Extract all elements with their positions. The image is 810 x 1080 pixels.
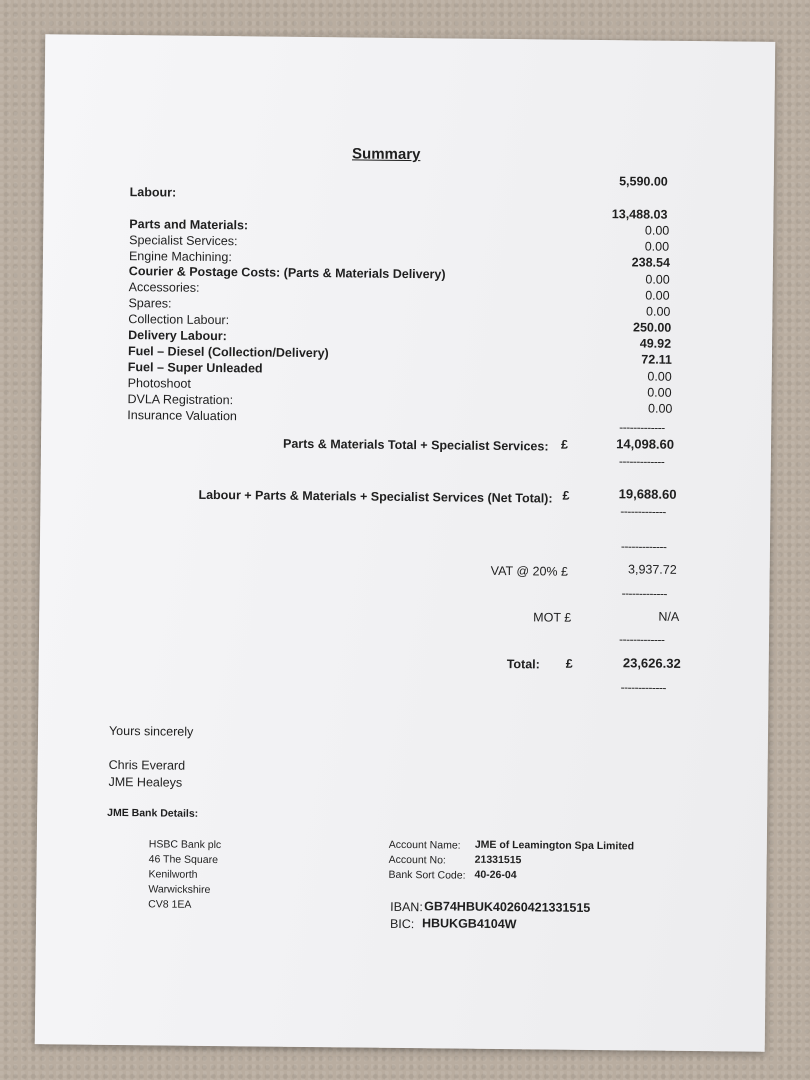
item-label-accessories: Accessories: [128,280,200,295]
account-no-value: 21331515 [474,853,522,867]
parts-total-currency: £ [560,437,569,452]
item-label-photoshoot: Photoshoot [127,376,191,391]
sort-code-label: Bank Sort Code: [388,868,466,882]
item-label-collection: Collection Labour: [128,312,230,328]
account-name-value: JME of Leamington Spa Limited [474,838,635,853]
item-value-unleaded: 0.00 [647,369,672,384]
separator: ------------- [621,586,668,601]
item-value-courier: 0.00 [645,272,670,287]
item-label-unleaded: Fuel – Super Unleaded [127,360,263,376]
mot-label: MOT £ [533,610,572,625]
vat-label: VAT @ 20% £ [490,563,569,579]
bic-label: BIC: [389,916,415,932]
parts-label: Parts and Materials: [129,217,249,233]
page-title: Summary [351,145,421,164]
signatory-name: Chris Everard [108,757,186,773]
item-value-engine: 238.54 [631,255,671,270]
item-value-dvla: 0.00 [648,401,673,416]
item-label-delivery: Delivery Labour: [128,328,227,344]
item-label-courier: Courier & Postage Costs: (Parts & Materials Delivery) [128,264,446,282]
item-value-photoshoot: 0.00 [647,385,672,400]
vat-value: 3,937.72 [627,562,677,577]
total-value: 23,626.32 [622,655,681,671]
item-value-specialist: 0.00 [644,223,670,238]
signatory-company: JME Healeys [108,774,183,790]
total-currency: £ [565,656,573,671]
item-label-spares: Spares: [128,296,172,311]
iban-value: GB74HBUK40260421331515 [424,899,591,915]
separator: ------------- [618,454,665,469]
bank-address-line: Warwickshire [148,883,211,896]
bank-address-line: CV8 1EA [148,898,192,911]
mot-value: N/A [658,609,680,624]
parts-total-label: Parts & Materials Total + Specialist Services: [282,436,549,454]
separator: ------------- [618,632,665,647]
item-value-diesel: 72.11 [641,352,673,367]
parts-value: 13,488.03 [611,207,668,222]
labour-label: Labour: [129,185,177,200]
item-value-courier-row: 0.00 [644,239,670,254]
item-value-collection: 250.00 [632,320,672,335]
separator: ------------- [619,420,665,435]
bank-header: JME Bank Details: [107,806,199,820]
labour-value: 5,590.00 [619,174,668,189]
separator: ------------- [620,539,667,554]
account-name-label: Account Name: [388,838,461,852]
separator: ------------- [620,504,666,519]
bank-address-line: HSBC Bank plc [148,838,222,852]
item-label-specialist: Specialist Services: [129,233,238,249]
item-label-insurance: Insurance Valuation [127,408,237,424]
item-value-accessories: 0.00 [645,288,670,303]
net-total-value: 19,688.60 [618,486,677,502]
total-label: Total: [506,657,540,672]
separator: ------------- [620,680,667,695]
sort-code-value: 40-26-04 [474,868,517,882]
parts-total-value: 14,098.60 [616,436,675,452]
item-value-delivery: 49.92 [639,336,672,351]
account-no-label: Account No: [388,853,446,867]
bic-value: HBUKGB4104W [421,916,517,932]
bank-address-line: 46 The Square [148,853,219,867]
item-label-engine: Engine Machining: [128,249,232,265]
net-total-currency: £ [562,488,570,503]
closing-text: Yours sincerely [108,723,194,739]
document-page [35,34,776,1052]
item-label-dvla: DVLA Registration: [127,392,234,408]
item-label-diesel: Fuel – Diesel (Collection/Delivery) [127,344,329,361]
item-value-spares: 0.00 [646,304,671,319]
iban-label: IBAN: [390,899,423,915]
bank-address-line: Kenilworth [148,868,198,881]
net-total-label: Labour + Parts & Materials + Specialist Services (Net Total): [198,487,553,506]
